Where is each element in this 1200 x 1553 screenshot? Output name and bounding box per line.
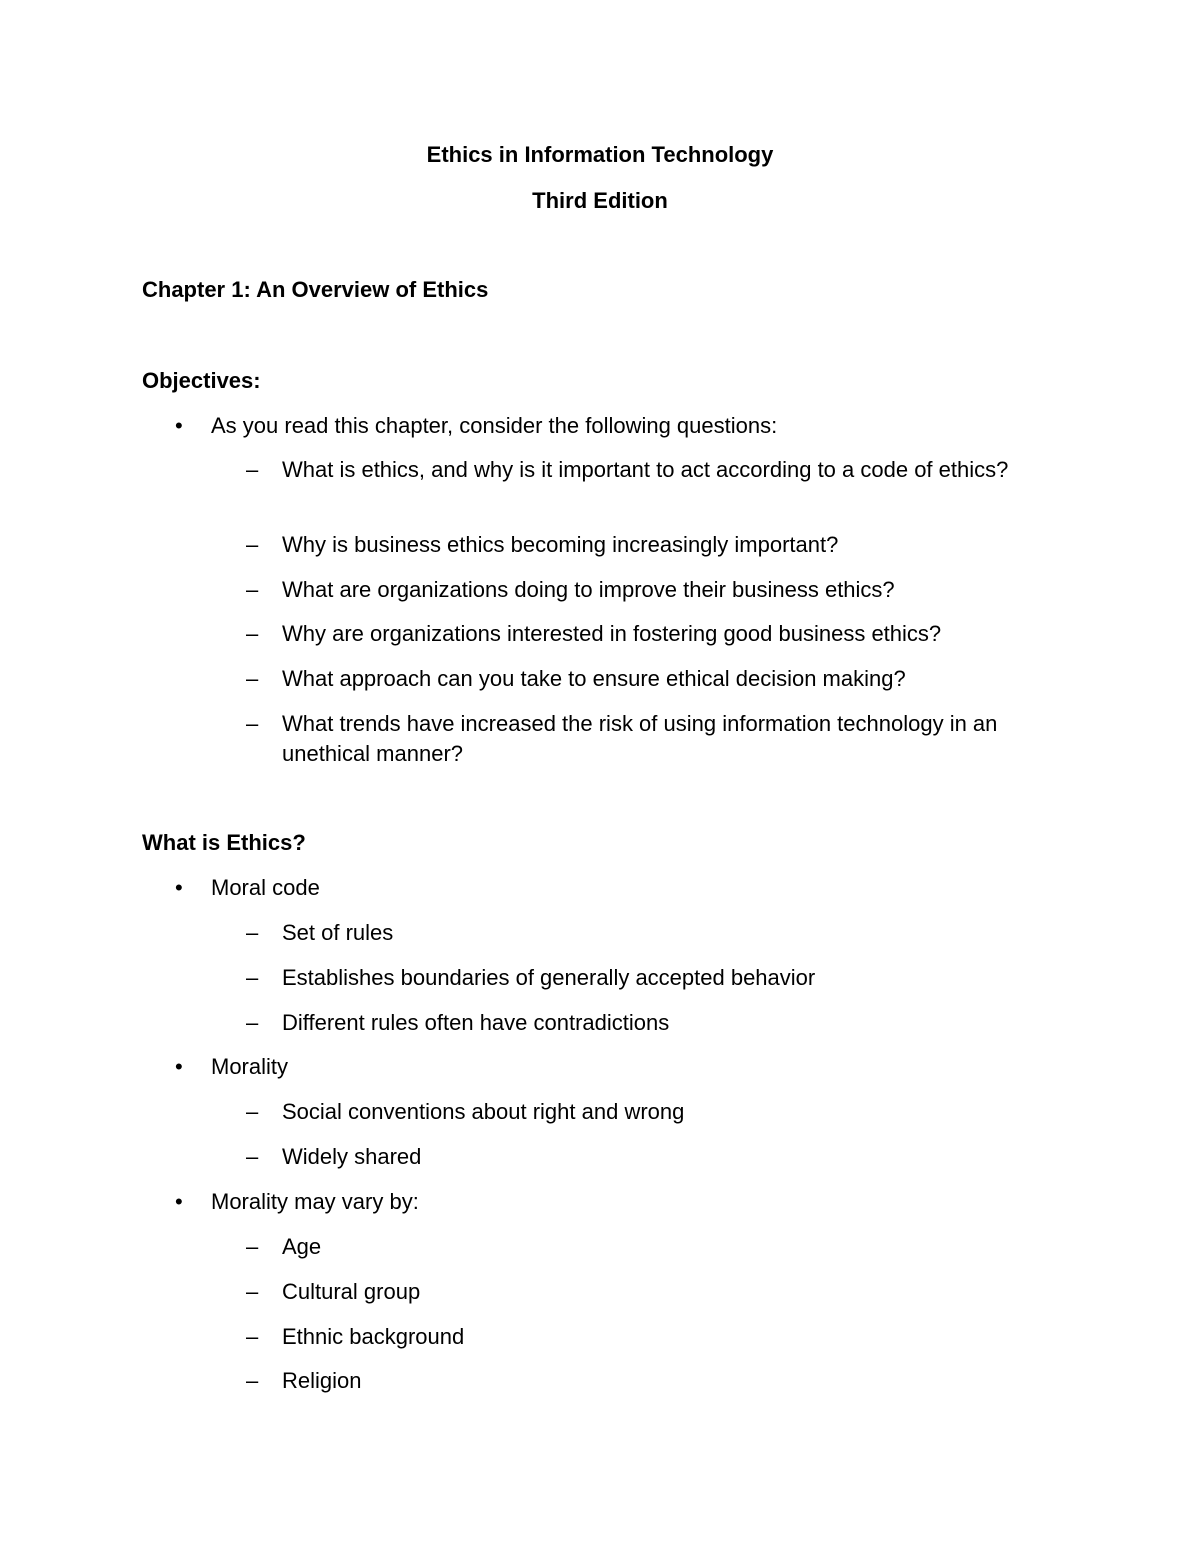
objectives-heading: Objectives:	[142, 368, 261, 393]
dash-symbol: –	[246, 666, 259, 691]
dash-symbol: –	[246, 1368, 259, 1393]
objective-question-text: What trends have increased the risk of using information technology in an unethical manner?	[282, 711, 998, 766]
chapter-heading: Chapter 1: An Overview of Ethics	[142, 277, 489, 302]
dash-symbol: –	[246, 457, 259, 482]
objective-question-text: What approach can you take to ensure ethical decision making?	[282, 666, 906, 691]
dash-symbol: –	[246, 532, 259, 557]
ethics-subitem-text: Different rules often have contradictions	[282, 1010, 670, 1035]
document-title: Ethics in Information Technology	[426, 142, 774, 167]
ethics-subitem-text: Ethnic background	[282, 1324, 465, 1349]
dash-symbol: –	[246, 965, 259, 990]
ethics-subitem-text: Widely shared	[282, 1144, 422, 1169]
ethics-bullet-text: Moral code	[211, 875, 320, 900]
ethics-subitem-text: Religion	[282, 1368, 362, 1393]
objective-question-text: What are organizations doing to improve their business ethics?	[282, 577, 895, 602]
dash-symbol: –	[246, 711, 259, 736]
ethics-subitem-text: Set of rules	[282, 920, 394, 945]
bullet-symbol: •	[175, 413, 183, 438]
objective-question-text: Why are organizations interested in fostering good business ethics?	[282, 621, 942, 646]
ethics-subitem-text: Establishes boundaries of generally accepted behavior	[282, 965, 816, 990]
dash-symbol: –	[246, 1234, 259, 1259]
bullet-symbol: •	[175, 875, 183, 900]
ethics-subitem-text: Social conventions about right and wrong	[282, 1099, 685, 1124]
dash-symbol: –	[246, 1279, 259, 1304]
ethics-bullet-text: Morality	[211, 1054, 289, 1079]
ethics-bullet-text: Morality may vary by:	[211, 1189, 419, 1214]
bullet-symbol: •	[175, 1189, 183, 1214]
dash-symbol: –	[246, 1099, 259, 1124]
objective-question-text: Why is business ethics becoming increasingly important?	[282, 532, 839, 557]
dash-symbol: –	[246, 577, 259, 602]
document-edition: Third Edition	[532, 188, 668, 213]
ethics-subitem-text: Cultural group	[282, 1279, 421, 1304]
dash-symbol: –	[246, 1324, 259, 1349]
ethics-subitem-text: Age	[282, 1234, 322, 1259]
objectives-bullet-text: As you read this chapter, consider the following questions:	[211, 413, 778, 438]
dash-symbol: –	[246, 621, 259, 646]
dash-symbol: –	[246, 1010, 259, 1035]
what-is-ethics-heading: What is Ethics?	[142, 830, 306, 855]
dash-symbol: –	[246, 1144, 259, 1169]
objective-question-text: What is ethics, and why is it important to act according to a code of ethics?	[282, 457, 1009, 482]
dash-symbol: –	[246, 920, 259, 945]
bullet-symbol: •	[175, 1054, 183, 1079]
